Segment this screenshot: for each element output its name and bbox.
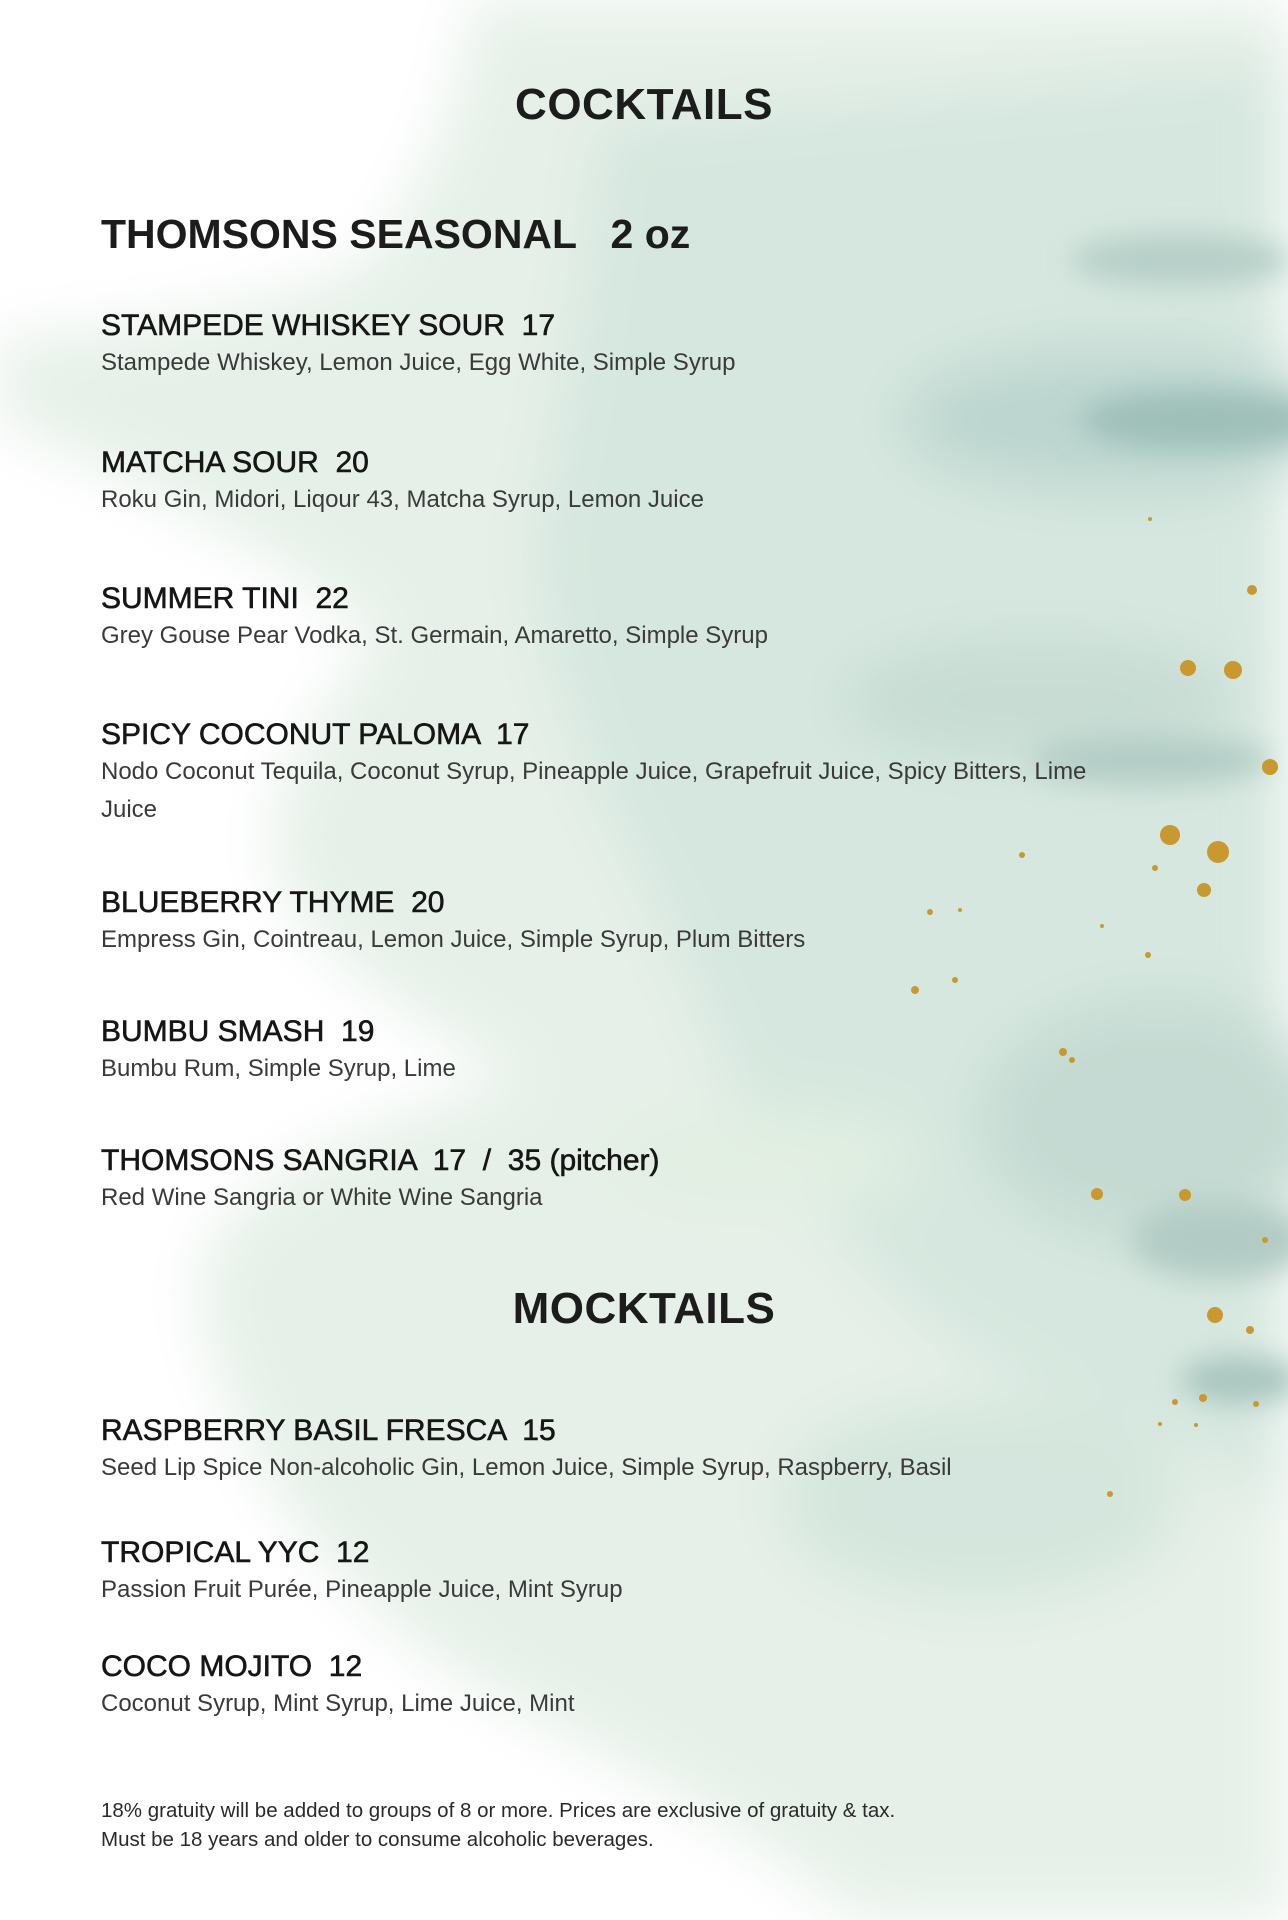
menu-item [101, 1143, 1101, 1217]
menu-item [101, 1413, 1101, 1487]
mocktails-heading: MOCKTAILS [512, 1284, 776, 1333]
item-name-price: BUMBU SMASH 19 [101, 1015, 375, 1048]
menu-item [101, 308, 1101, 382]
item-name-price: RASPBERRY BASIL FRESCA 15 [101, 1414, 556, 1447]
item-name-price: TROPICAL YYC 12 [101, 1536, 370, 1569]
item-ingredients: Passion Fruit Purée, Pineapple Juice, Mint Syrup [101, 1576, 623, 1603]
item-name-price: BLUEBERRY THYME 20 [101, 886, 445, 919]
item-ingredients: Coconut Syrup, Mint Syrup, Lime Juice, Mint [101, 1690, 575, 1717]
item-ingredients: Roku Gin, Midori, Liqour 43, Matcha Syrup, Lemon Juice [101, 486, 704, 513]
age-note: Must be 18 years and older to consume alcoholic beverages. [101, 1828, 654, 1851]
item-name-price: COCO MOJITO 12 [101, 1650, 363, 1683]
item-ingredients: Nodo Coconut Tequila, Coconut Syrup, Pineapple Juice, Grapefruit Juice, Spicy Bitters, Lime Juice [101, 758, 1087, 823]
menu-item [101, 1649, 1101, 1723]
item-ingredients: Grey Gouse Pear Vodka, St. Germain, Amaretto, Simple Syrup [101, 622, 768, 649]
item-ingredients: Seed Lip Spice Non-alcoholic Gin, Lemon Juice, Simple Syrup, Raspberry, Basil [101, 1454, 952, 1481]
menu-item [101, 1535, 1101, 1609]
seasonal-subheading: THOMSONS SEASONAL 2 oz [101, 211, 691, 257]
item-ingredients: Red Wine Sangria or White Wine Sangria [101, 1184, 543, 1211]
menu-item [101, 885, 1101, 959]
item-name-price: SPICY COCONUT PALOMA 17 [101, 718, 530, 751]
item-name-price: THOMSONS SANGRIA 17 / 35 (pitcher) [101, 1144, 660, 1177]
item-name-price: STAMPEDE WHISKEY SOUR 17 [101, 309, 555, 342]
item-name-price: SUMMER TINI 22 [101, 582, 349, 615]
menu-item [101, 581, 1101, 655]
item-ingredients: Stampede Whiskey, Lemon Juice, Egg White, Simple Syrup [101, 349, 736, 376]
footer-notes [101, 1796, 895, 1854]
menu-item [101, 717, 1101, 829]
menu-item [101, 1014, 1101, 1088]
item-ingredients: Empress Gin, Cointreau, Lemon Juice, Simple Syrup, Plum Bitters [101, 926, 806, 953]
gratuity-note: 18% gratuity will be added to groups of 8 or more. Prices are exclusive of gratuity & tax. [101, 1799, 896, 1822]
menu-item [101, 445, 1101, 519]
item-ingredients: Bumbu Rum, Simple Syrup, Lime [101, 1055, 456, 1082]
cocktails-heading: COCKTAILS [515, 80, 773, 129]
item-name-price: MATCHA SOUR 20 [101, 446, 369, 479]
